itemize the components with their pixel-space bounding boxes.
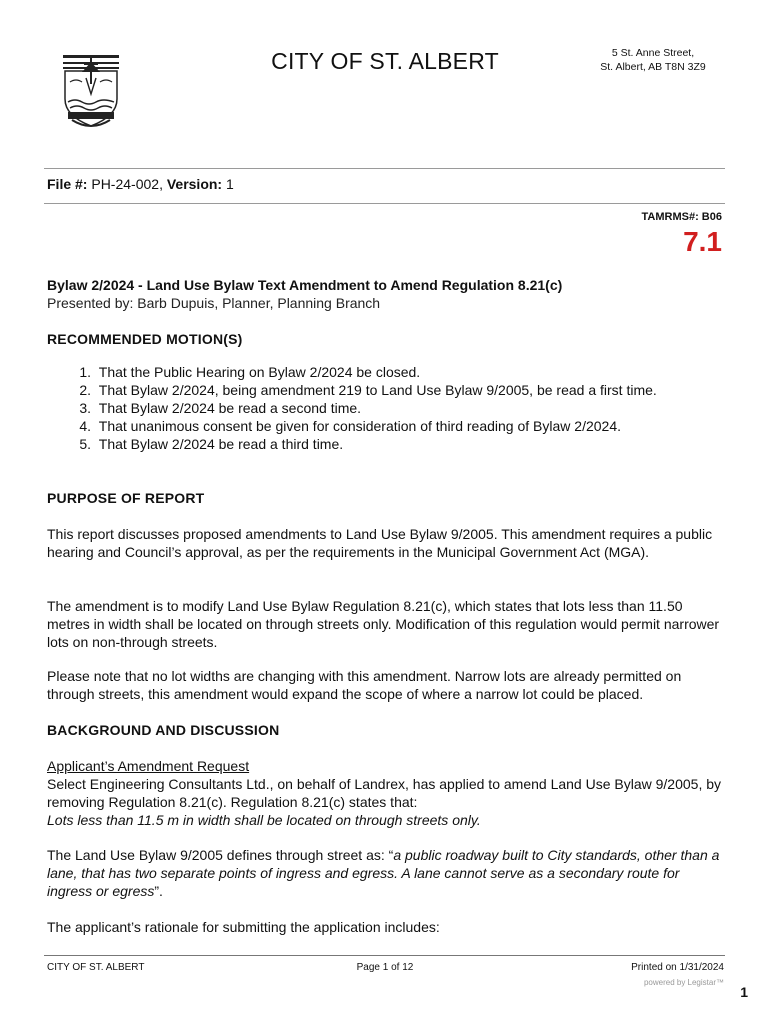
- motion-item: [47, 363, 657, 381]
- tamrms-number: TAMRMS#: B06: [641, 211, 722, 223]
- header-divider-top: [44, 168, 725, 169]
- background-heading: BACKGROUND AND DISCUSSION: [47, 722, 280, 738]
- sheet-number: 1: [740, 984, 748, 1000]
- motion-number: 3.: [79, 400, 91, 416]
- footer-city-name: CITY OF ST. ALBERT: [47, 962, 145, 973]
- recommended-motions-heading: RECOMMENDED MOTION(S): [47, 331, 243, 347]
- definition-lead: The Land Use Bylaw 9/2005 defines through street as: “: [47, 847, 394, 863]
- applicant-request-subheading: Applicant’s Amendment Request: [47, 758, 250, 774]
- purpose-paragraph-3: Please note that no lot widths are changing with this amendment. Narrow lots are already permitted on through streets, this amendment would expand the scope of where a narrow lot could be placed.: [47, 668, 682, 702]
- footer-divider: [44, 955, 725, 956]
- purpose-paragraph-2: The amendment is to modify Land Use Bylaw Regulation 8.21(c), which states that lots less than 11.50 metres in width shall be located on through streets only. Modification of this regulation would permit narrower lots on non-through streets.: [47, 598, 720, 650]
- motion-number: 5.: [79, 436, 91, 452]
- motion-item: [47, 435, 657, 453]
- motion-item: [47, 417, 657, 435]
- motion-text: That unanimous consent be given for consideration of third reading of Bylaw 2/2024.: [98, 418, 621, 434]
- header-divider-bottom: [44, 203, 725, 204]
- motion-item: [47, 399, 657, 417]
- report-title: Bylaw 2/2024 - Land Use Bylaw Text Amendment to Amend Regulation 8.21(c): [47, 277, 563, 293]
- motion-text: That the Public Hearing on Bylaw 2/2024 be closed.: [98, 364, 421, 380]
- through-street-definition: [47, 846, 727, 900]
- city-name-header: CITY OF ST. ALBERT: [271, 48, 499, 74]
- motion-list: [47, 363, 657, 453]
- motion-number: 4.: [79, 418, 91, 434]
- motion-number: 2.: [79, 382, 91, 398]
- background-paragraph-1: Select Engineering Consultants Ltd., on behalf of Landrex, has applied to amend Land Use Bylaw 9/2005, by removing Regulation 8.21(c). Regulation 8.21(c) states that:: [47, 776, 722, 810]
- city-address: [578, 46, 728, 74]
- version-label: Version:: [166, 176, 223, 192]
- rationale-intro: The applicant’s rationale for submitting the application includes:: [47, 919, 440, 935]
- footer-page-number: Page 1 of 12: [356, 962, 414, 973]
- purpose-paragraph-1: This report discusses proposed amendments to Land Use Bylaw 9/2005. This amendment requires a public hearing and Council’s approval, as per the requirements in the Municipal Government Act (MGA).: [47, 526, 713, 560]
- definition-italic: a public roadway built to City standards, other than a lane, that has two separate points of ingress and egress. A lane cannot serve as a secondary route for ingress or egress: [47, 847, 720, 899]
- regulation-quote: Lots less than 11.5 m in width shall be located on through streets only.: [47, 812, 481, 828]
- purpose-heading: PURPOSE OF REPORT: [47, 490, 205, 506]
- file-value: PH-24-002,: [91, 176, 163, 192]
- address-line-1: 5 St. Anne Street,: [611, 47, 695, 59]
- motion-number: 1.: [79, 364, 91, 380]
- agenda-item-number: 7.1: [683, 226, 722, 257]
- file-number-line: [47, 176, 234, 192]
- presented-by: Presented by: Barb Dupuis, Planner, Planning Branch: [47, 295, 381, 311]
- motion-text: That Bylaw 2/2024, being amendment 219 to Land Use Bylaw 9/2005, be read a first time.: [98, 382, 657, 398]
- version-value: 1: [225, 176, 234, 192]
- file-label: File #:: [47, 176, 88, 192]
- powered-by-legistar: powered by Legistar™: [643, 978, 724, 987]
- definition-tail: ”.: [154, 883, 163, 899]
- motion-text: That Bylaw 2/2024 be read a third time.: [98, 436, 344, 452]
- motion-item: [47, 381, 657, 399]
- address-line-2: St. Albert, AB T8N 3Z9: [600, 61, 706, 73]
- footer-printed-date: Printed on 1/31/2024: [631, 962, 724, 973]
- motion-text: That Bylaw 2/2024 be read a second time.: [98, 400, 362, 416]
